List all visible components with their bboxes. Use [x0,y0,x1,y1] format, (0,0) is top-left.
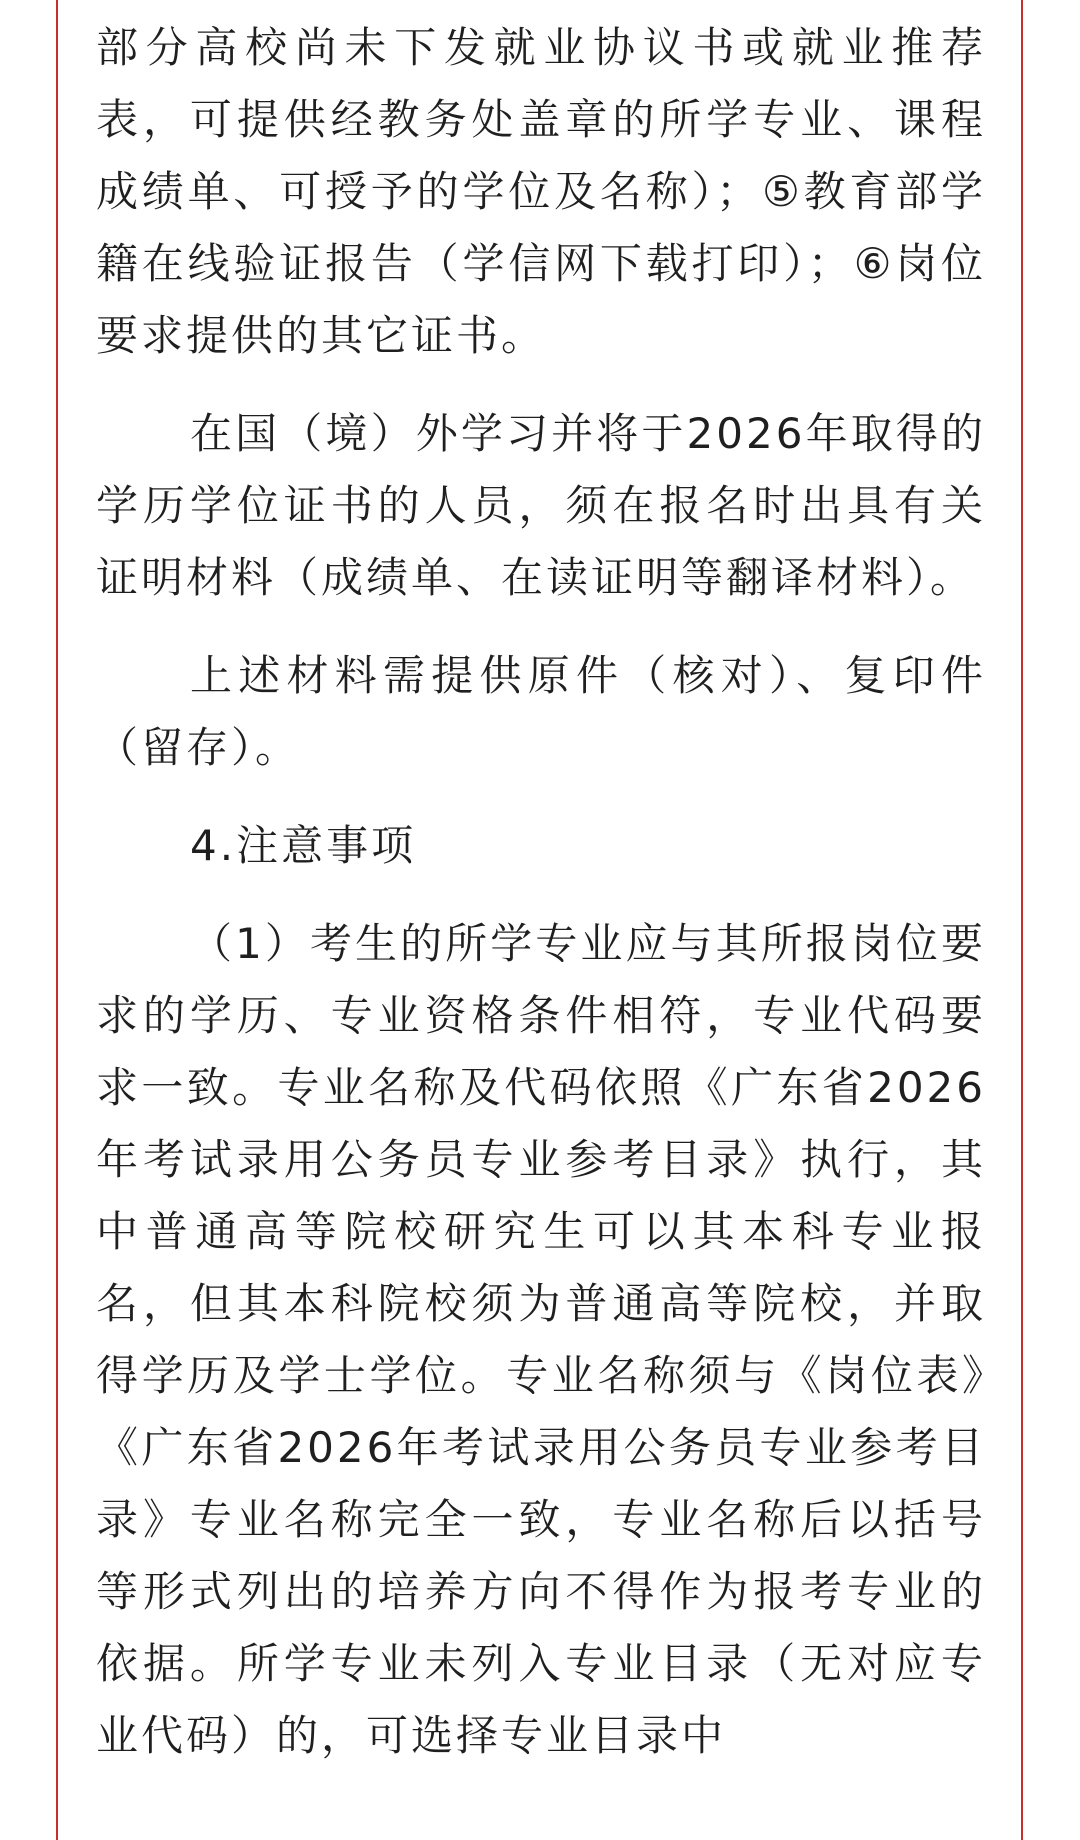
paragraph-major-requirements: （1）考生的所学专业应与其所报岗位要求的学历、专业资格条件相符，专业代码要求一致。专业名称及代码依照《广东省2026年考试录用公务员专业参考目录》执行，其中普通高等院校研究生可以其本科专业报名，但其本科院校须为普通高等院校，并取得学历及学士学位。专业名称须与《岗位表》《广东省2026年考试录用公务员专业参考目录》专业名称完全一致，专业名称后以括号等形式列出的培养方向不得作为报考专业的依据。所学专业未列入专业目录（无对应专业代码）的，可选择专业目录中 [96,919,986,1760]
right-border-line [1021,0,1023,1840]
section-heading-notes: 4.注意事项 [190,821,417,870]
paragraph-overseas-applicants: 在国（境）外学习并将于2026年取得的学历学位证书的人员，须在报名时出具有关证明材料（成绩单、在读证明等翻译材料）。 [96,409,986,602]
document-body [96,0,986,1772]
left-border-line [56,0,58,1840]
paragraph-original-copies: 上述材料需提供原件（核对）、复印件（留存）。 [96,651,986,772]
paragraph-materials-continued: 部分高校尚未下发就业协议书或就业推荐表，可提供经教务处盖章的所学专业、课程成绩单、可授予的学位及名称）；⑤教育部学籍在线验证报告（学信网下载打印）；⑥岗位要求提供的其它证书。 [96,23,986,360]
